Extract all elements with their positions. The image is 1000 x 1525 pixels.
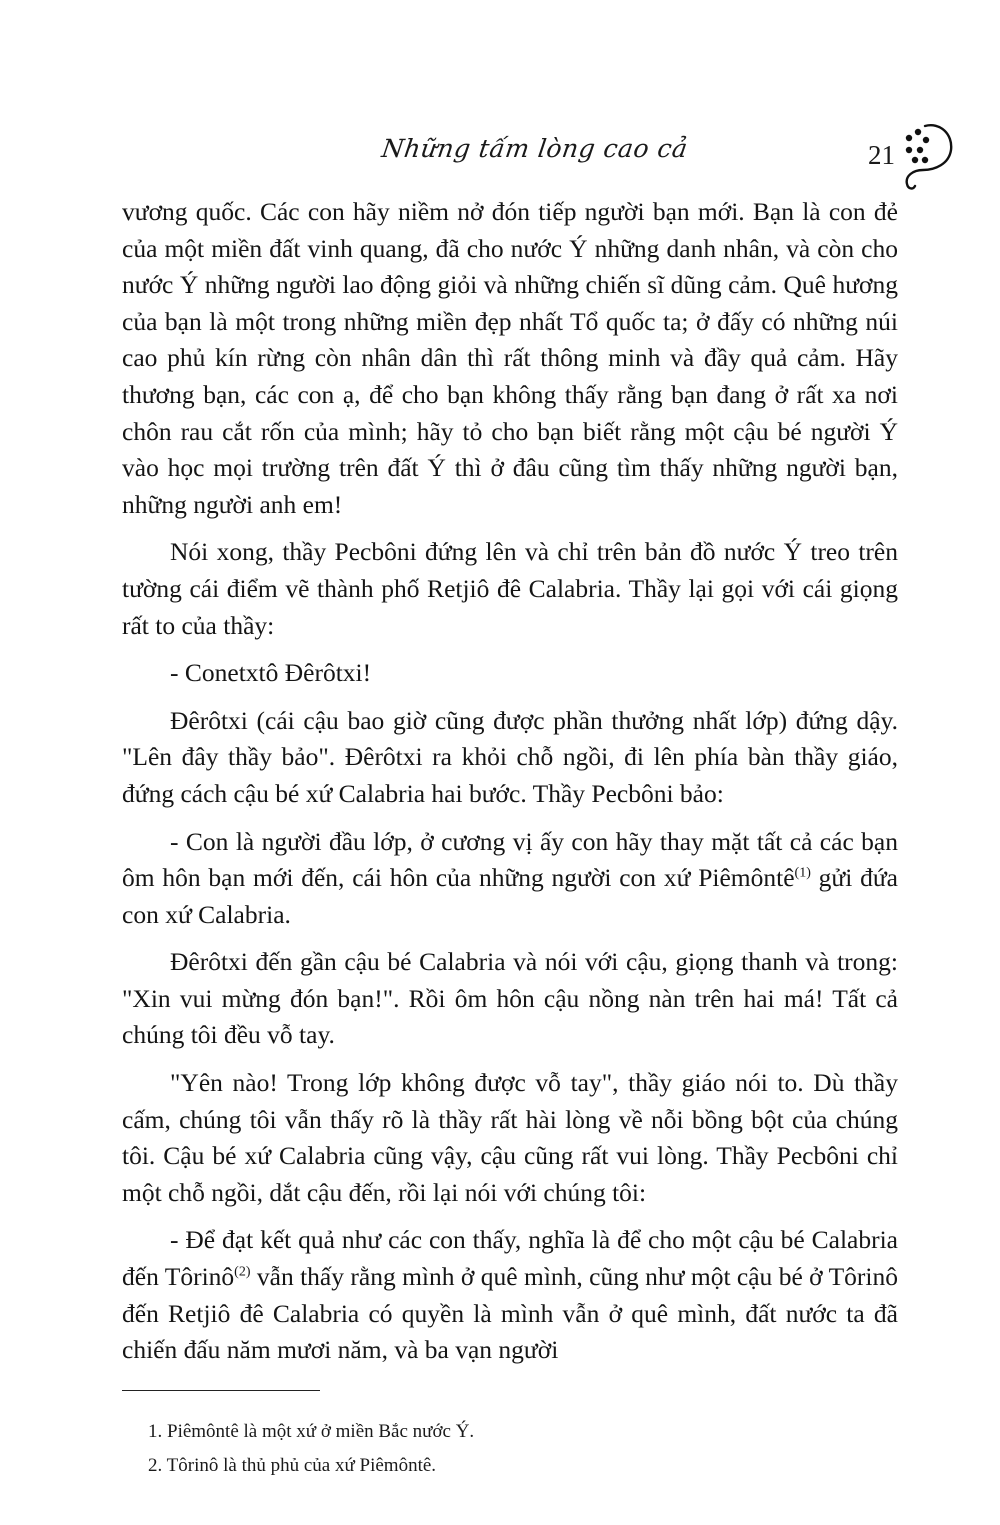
dialogue-paragraph — [122, 1222, 898, 1368]
page-number: 21 — [868, 140, 895, 170]
dialogue-text: - Con là người đầu lớp, ở cương vị ấy con hãy thay mặt tất cả các bạn ôm hôn bạn mới đến, cái hôn của những người con xứ Piêmôntê — [122, 826, 898, 893]
dialogue-text: vẫn thấy rằng mình ở quê mình, cũng như một cậu bé ở Tôrinô đến Retjiô đê Calabria có quyền là mình vẫn ở quê mình, đất nước ta đã chiến đấu năm mươi năm, và ba vạn người — [122, 1262, 898, 1365]
dialogue-text: - Để đạt kết quả như các con thấy, nghĩa là để cho một cậu bé Calabria đến Tôrinô — [122, 1225, 898, 1292]
paragraph: "Yên nào! Trong lớp không được vỗ tay", thầy giáo nói to. Dù thầy cấm, chúng tôi vẫn thấy rõ là thầy rất hài lòng về nỗi bồng bột của chúng tôi. Cậu bé xứ Calabria cũng vậy, cậu cũng rất vui lòng. Thầy Pecbôni chỉ một chỗ ngồi, dắt cậu đến, rồi lại nói với chúng tôi: — [122, 1068, 898, 1207]
paragraph: Đêrôtxi đến gần cậu bé Calabria và nói với cậu, giọng thanh và trong: "Xin vui mừng đón bạn!". Rồi ôm hôn cậu nồng nàn trên hai má! Tất cả chúng tôi đều vỗ tay. — [122, 947, 898, 1050]
footnote: 2. Tôrinô là thủ phủ của xứ Piêmôntê. — [148, 1455, 437, 1476]
paragraph: Đêrôtxi (cái cậu bao giờ cũng được phần thưởng nhất lớp) đứng dậy. "Lên đây thầy bảo". Đêrôtxi ra khỏi chỗ ngồi, đi lên phía bàn thầy giáo, đứng cách cậu bé xứ Calabria hai bước. Thầy Pecbôni bảo: — [122, 705, 898, 808]
footnote-marker: (1) — [794, 865, 811, 881]
decorative-ornament-icon — [895, 120, 957, 196]
body-text — [122, 194, 898, 1369]
dialogue-line: - Conetxtô Đêrôtxi! — [170, 658, 372, 688]
dialogue-text: gửi đứa con xứ Calabria. — [122, 863, 899, 929]
footnote: 1. Piêmôntê là một xứ ở miền Bắc nước Ý. — [148, 1421, 475, 1442]
footnote-divider — [122, 1390, 320, 1391]
paragraph: vương quốc. Các con hãy niềm nở đón tiếp người bạn mới. Bạn là con đẻ của một miền đất vinh quang, đã cho nước Ý những danh nhân, và còn cho nước Ý những người lao động giỏi và những chiến sĩ dũng cảm. Quê hương của bạn là một trong những miền đẹp nhất Tổ quốc ta; ở đấy có những núi cao phủ kín rừng còn nhân dân thì rất thông minh và đầy quả cảm. Hãy thương bạn, các con ạ, để cho bạn không thấy rằng bạn đang ở rất xa nơi chôn rau cắt rốn của mình; hãy tỏ cho bạn biết rằng một cậu bé người Ý vào học mọi trường trên đất Ý thì ở đâu cũng tìm thấy những người bạn, những người anh em! — [122, 197, 898, 519]
footnotes — [148, 1415, 474, 1483]
page-header — [0, 120, 1000, 200]
footnote-marker: (2) — [234, 1264, 251, 1280]
paragraph: Nói xong, thầy Pecbôni đứng lên và chỉ trên bản đồ nước Ý treo trên tường cái điểm vẽ thành phố Retjiô đê Calabria. Thầy lại gọi với cái giọng rất to của thầy: — [122, 537, 898, 640]
dialogue-paragraph — [122, 824, 898, 934]
running-title: Những tấm lòng cao cả — [379, 134, 690, 163]
